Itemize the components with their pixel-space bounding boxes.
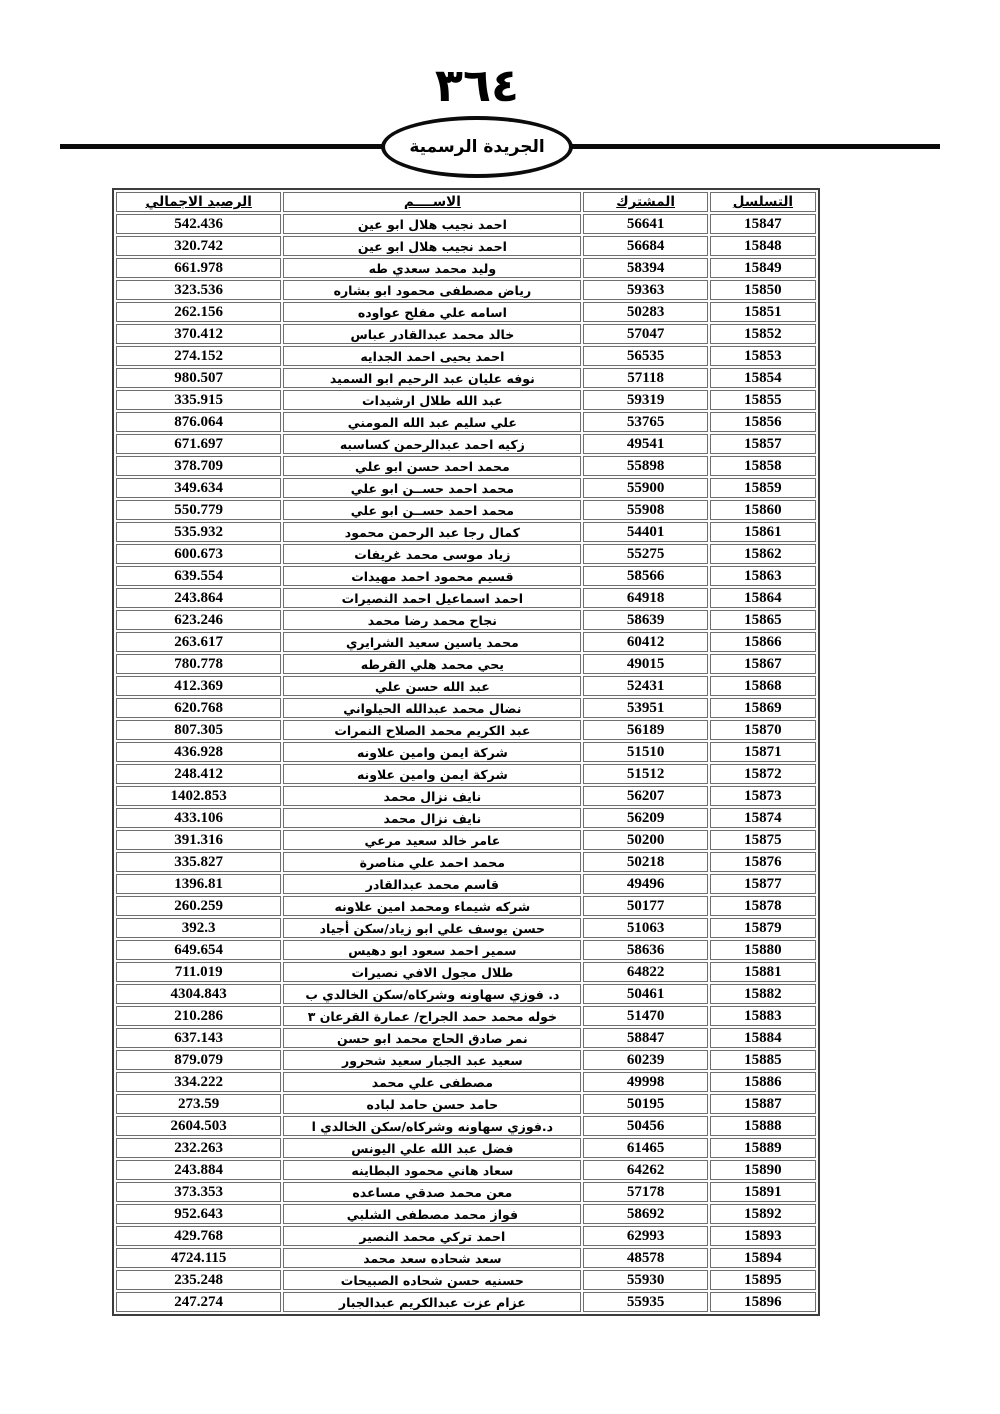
cell-name: خوله محمد حمد الجراح/ عمارة القرعان ٣ bbox=[283, 1006, 581, 1026]
table-row bbox=[116, 1160, 816, 1180]
cell-name: نضال محمد عبدالله الحيلواني bbox=[283, 698, 581, 718]
cell-name: طلال مجول الافي نصيرات bbox=[283, 962, 581, 982]
table-row bbox=[116, 874, 816, 894]
cell-balance: 248.412 bbox=[116, 764, 281, 784]
cell-serial: 15894 bbox=[710, 1248, 816, 1268]
cell-name: زياد موسى محمد غريفات bbox=[283, 544, 581, 564]
table-row bbox=[116, 390, 816, 410]
cell-balance: 335.827 bbox=[116, 852, 281, 872]
cell-serial: 15849 bbox=[710, 258, 816, 278]
cell-serial: 15853 bbox=[710, 346, 816, 366]
cell-serial: 15879 bbox=[710, 918, 816, 938]
cell-name: اسامه علي مفلح عواوده bbox=[283, 302, 581, 322]
cell-subscriber: 50195 bbox=[583, 1094, 708, 1114]
cell-serial: 15851 bbox=[710, 302, 816, 322]
cell-balance: 1402.853 bbox=[116, 786, 281, 806]
table-row bbox=[116, 1204, 816, 1224]
cell-name: شركة ايمن وامين علاونه bbox=[283, 764, 581, 784]
cell-subscriber: 57047 bbox=[583, 324, 708, 344]
cell-serial: 15891 bbox=[710, 1182, 816, 1202]
cell-subscriber: 50177 bbox=[583, 896, 708, 916]
cell-balance: 392.3 bbox=[116, 918, 281, 938]
cell-name: قاسم محمد عبدالقادر bbox=[283, 874, 581, 894]
table-row bbox=[116, 1138, 816, 1158]
cell-subscriber: 56189 bbox=[583, 720, 708, 740]
cell-serial: 15854 bbox=[710, 368, 816, 388]
table-row bbox=[116, 500, 816, 520]
cell-balance: 637.143 bbox=[116, 1028, 281, 1048]
cell-balance: 620.768 bbox=[116, 698, 281, 718]
cell-subscriber: 56535 bbox=[583, 346, 708, 366]
cell-serial: 15868 bbox=[710, 676, 816, 696]
cell-balance: 952.643 bbox=[116, 1204, 281, 1224]
cell-name: معن محمد صدقي مساعده bbox=[283, 1182, 581, 1202]
cell-balance: 980.507 bbox=[116, 368, 281, 388]
table-row bbox=[116, 214, 816, 234]
cell-balance: 542.436 bbox=[116, 214, 281, 234]
cell-subscriber: 58692 bbox=[583, 1204, 708, 1224]
table-row bbox=[116, 1226, 816, 1246]
cell-serial: 15864 bbox=[710, 588, 816, 608]
cell-balance: 210.286 bbox=[116, 1006, 281, 1026]
cell-name: عبد الكريم محمد الصلاح النمرات bbox=[283, 720, 581, 740]
cell-subscriber: 58394 bbox=[583, 258, 708, 278]
cell-balance: 335.915 bbox=[116, 390, 281, 410]
table-row bbox=[116, 1006, 816, 1026]
cell-subscriber: 51470 bbox=[583, 1006, 708, 1026]
cell-serial: 15861 bbox=[710, 522, 816, 542]
cell-subscriber: 60412 bbox=[583, 632, 708, 652]
cell-serial: 15889 bbox=[710, 1138, 816, 1158]
cell-serial: 15878 bbox=[710, 896, 816, 916]
cell-name: نمر صادق الحاج محمد ابو حسن bbox=[283, 1028, 581, 1048]
cell-balance: 639.554 bbox=[116, 566, 281, 586]
cell-name: زكيه احمد عبدالرحمن كساسبه bbox=[283, 434, 581, 454]
cell-name: عبد الله حسن علي bbox=[283, 676, 581, 696]
cell-serial: 15882 bbox=[710, 984, 816, 1004]
cell-subscriber: 55898 bbox=[583, 456, 708, 476]
table-row bbox=[116, 786, 816, 806]
cell-name: سمير احمد سعود ابو دهيس bbox=[283, 940, 581, 960]
table-row bbox=[116, 610, 816, 630]
cell-serial: 15870 bbox=[710, 720, 816, 740]
cell-subscriber: 61465 bbox=[583, 1138, 708, 1158]
cell-balance: 600.673 bbox=[116, 544, 281, 564]
table-row bbox=[116, 962, 816, 982]
cell-name: فواز محمد مصطفى الشلبي bbox=[283, 1204, 581, 1224]
cell-name: محمد ياسين سعيد الشرايري bbox=[283, 632, 581, 652]
cell-balance: 1396.81 bbox=[116, 874, 281, 894]
cell-serial: 15871 bbox=[710, 742, 816, 762]
cell-balance: 334.222 bbox=[116, 1072, 281, 1092]
table-header-row bbox=[116, 192, 816, 212]
cell-subscriber: 56209 bbox=[583, 808, 708, 828]
cell-serial: 15876 bbox=[710, 852, 816, 872]
cell-name: يحي محمد هلي القرطه bbox=[283, 654, 581, 674]
cell-balance: 879.079 bbox=[116, 1050, 281, 1070]
cell-name: سعد شحاده سعد محمد bbox=[283, 1248, 581, 1268]
table-row bbox=[116, 456, 816, 476]
cell-subscriber: 51510 bbox=[583, 742, 708, 762]
cell-name: محمد احمد حســن ابو علي bbox=[283, 500, 581, 520]
table-row bbox=[116, 676, 816, 696]
cell-name: رياض مصطفى محمود ابو بشاره bbox=[283, 280, 581, 300]
cell-name: محمد احمد حسن ابو علي bbox=[283, 456, 581, 476]
cell-balance: 274.152 bbox=[116, 346, 281, 366]
cell-serial: 15850 bbox=[710, 280, 816, 300]
cell-serial: 15863 bbox=[710, 566, 816, 586]
subscribers-table bbox=[112, 188, 820, 1316]
cell-balance: 535.932 bbox=[116, 522, 281, 542]
cell-subscriber: 48578 bbox=[583, 1248, 708, 1268]
table-row bbox=[116, 1248, 816, 1268]
cell-name: قسيم محمود احمد مهيدات bbox=[283, 566, 581, 586]
cell-name: نجاح محمد رضا محمد bbox=[283, 610, 581, 630]
cell-subscriber: 64918 bbox=[583, 588, 708, 608]
cell-balance: 349.634 bbox=[116, 478, 281, 498]
cell-subscriber: 62993 bbox=[583, 1226, 708, 1246]
cell-balance: 320.742 bbox=[116, 236, 281, 256]
cell-serial: 15884 bbox=[710, 1028, 816, 1048]
cell-name: عامر خالد سعيد مرعي bbox=[283, 830, 581, 850]
col-header-name: الاســــم bbox=[283, 192, 581, 212]
table-row bbox=[116, 544, 816, 564]
cell-balance: 436.928 bbox=[116, 742, 281, 762]
cell-subscriber: 55900 bbox=[583, 478, 708, 498]
cell-serial: 15847 bbox=[710, 214, 816, 234]
table-row bbox=[116, 434, 816, 454]
cell-balance: 273.59 bbox=[116, 1094, 281, 1114]
table-row bbox=[116, 478, 816, 498]
col-header-serial: التسلسل bbox=[710, 192, 816, 212]
col-header-subscriber: المشترك bbox=[583, 192, 708, 212]
cell-subscriber: 64262 bbox=[583, 1160, 708, 1180]
cell-subscriber: 49541 bbox=[583, 434, 708, 454]
cell-serial: 15881 bbox=[710, 962, 816, 982]
cell-name: نايف نزال محمد bbox=[283, 808, 581, 828]
cell-serial: 15858 bbox=[710, 456, 816, 476]
table-row bbox=[116, 1072, 816, 1092]
cell-subscriber: 49998 bbox=[583, 1072, 708, 1092]
cell-serial: 15895 bbox=[710, 1270, 816, 1290]
table-row bbox=[116, 808, 816, 828]
cell-serial: 15859 bbox=[710, 478, 816, 498]
cell-name: حسنيه حسن شحاده الصبيحات bbox=[283, 1270, 581, 1290]
cell-balance: 262.156 bbox=[116, 302, 281, 322]
cell-subscriber: 59363 bbox=[583, 280, 708, 300]
cell-subscriber: 53765 bbox=[583, 412, 708, 432]
table-row bbox=[116, 1182, 816, 1202]
table-row bbox=[116, 654, 816, 674]
cell-serial: 15874 bbox=[710, 808, 816, 828]
gazette-banner-title: الجريدة الرسمية bbox=[409, 137, 545, 157]
cell-name: علي سليم عبد الله المومني bbox=[283, 412, 581, 432]
cell-subscriber: 50283 bbox=[583, 302, 708, 322]
cell-balance: 391.316 bbox=[116, 830, 281, 850]
cell-subscriber: 60239 bbox=[583, 1050, 708, 1070]
cell-name: خالد محمد عبدالقادر عباس bbox=[283, 324, 581, 344]
cell-subscriber: 56207 bbox=[583, 786, 708, 806]
page-number: ٣٦٤ bbox=[434, 58, 520, 112]
cell-serial: 15880 bbox=[710, 940, 816, 960]
table-row bbox=[116, 1116, 816, 1136]
cell-balance: 433.106 bbox=[116, 808, 281, 828]
cell-balance: 4304.843 bbox=[116, 984, 281, 1004]
table-row bbox=[116, 1050, 816, 1070]
cell-subscriber: 49015 bbox=[583, 654, 708, 674]
cell-serial: 15866 bbox=[710, 632, 816, 652]
table-row bbox=[116, 632, 816, 652]
cell-name: حسن يوسف علي ابو زياد/سكن أجياد bbox=[283, 918, 581, 938]
table-row bbox=[116, 1094, 816, 1114]
cell-subscriber: 58847 bbox=[583, 1028, 708, 1048]
cell-balance: 235.248 bbox=[116, 1270, 281, 1290]
cell-name: محمد احمد حســن ابو علي bbox=[283, 478, 581, 498]
cell-name: احمد تركي محمد النصير bbox=[283, 1226, 581, 1246]
table-row bbox=[116, 742, 816, 762]
cell-subscriber: 56641 bbox=[583, 214, 708, 234]
table-row bbox=[116, 830, 816, 850]
cell-balance: 243.864 bbox=[116, 588, 281, 608]
cell-balance: 323.536 bbox=[116, 280, 281, 300]
cell-balance: 412.369 bbox=[116, 676, 281, 696]
cell-serial: 15893 bbox=[710, 1226, 816, 1246]
cell-serial: 15883 bbox=[710, 1006, 816, 1026]
gazette-banner-ellipse bbox=[381, 116, 573, 178]
cell-name: احمد نجيب هلال ابو عين bbox=[283, 214, 581, 234]
cell-serial: 15890 bbox=[710, 1160, 816, 1180]
cell-serial: 15877 bbox=[710, 874, 816, 894]
cell-balance: 649.654 bbox=[116, 940, 281, 960]
cell-serial: 15896 bbox=[710, 1292, 816, 1312]
cell-serial: 15867 bbox=[710, 654, 816, 674]
cell-subscriber: 55935 bbox=[583, 1292, 708, 1312]
cell-name: شركه شيماء ومحمد امين علاونه bbox=[283, 896, 581, 916]
table-row bbox=[116, 1270, 816, 1290]
cell-serial: 15873 bbox=[710, 786, 816, 806]
cell-subscriber: 51063 bbox=[583, 918, 708, 938]
cell-subscriber: 55275 bbox=[583, 544, 708, 564]
cell-subscriber: 57118 bbox=[583, 368, 708, 388]
table-row bbox=[116, 1292, 816, 1312]
cell-subscriber: 58636 bbox=[583, 940, 708, 960]
cell-balance: 263.617 bbox=[116, 632, 281, 652]
table-row bbox=[116, 566, 816, 586]
cell-balance: 780.778 bbox=[116, 654, 281, 674]
cell-name: عبد الله طلال ارشيدات bbox=[283, 390, 581, 410]
cell-subscriber: 53951 bbox=[583, 698, 708, 718]
cell-balance: 711.019 bbox=[116, 962, 281, 982]
table-row bbox=[116, 896, 816, 916]
cell-subscriber: 50456 bbox=[583, 1116, 708, 1136]
table-row bbox=[116, 918, 816, 938]
cell-name: احمد يحيى احمد الجدايه bbox=[283, 346, 581, 366]
cell-name: شركة ايمن وامين علاونه bbox=[283, 742, 581, 762]
col-header-balance: الرصيد الاجمالي bbox=[116, 192, 281, 212]
cell-subscriber: 51512 bbox=[583, 764, 708, 784]
cell-balance: 370.412 bbox=[116, 324, 281, 344]
cell-subscriber: 50218 bbox=[583, 852, 708, 872]
cell-subscriber: 59319 bbox=[583, 390, 708, 410]
cell-serial: 15852 bbox=[710, 324, 816, 344]
cell-subscriber: 52431 bbox=[583, 676, 708, 696]
cell-name: د.فوزي سهاونه وشركاه/سكن الخالدي ا bbox=[283, 1116, 581, 1136]
cell-name: سعيد عبد الجبار سعيد شحرور bbox=[283, 1050, 581, 1070]
table-row bbox=[116, 984, 816, 1004]
cell-serial: 15856 bbox=[710, 412, 816, 432]
cell-name: نايف نزال محمد bbox=[283, 786, 581, 806]
table-row bbox=[116, 324, 816, 344]
table-row bbox=[116, 522, 816, 542]
table-row bbox=[116, 368, 816, 388]
cell-serial: 15887 bbox=[710, 1094, 816, 1114]
cell-serial: 15875 bbox=[710, 830, 816, 850]
cell-serial: 15860 bbox=[710, 500, 816, 520]
cell-serial: 15862 bbox=[710, 544, 816, 564]
cell-name: احمد اسماعيل احمد النصيرات bbox=[283, 588, 581, 608]
cell-balance: 378.709 bbox=[116, 456, 281, 476]
cell-balance: 550.779 bbox=[116, 500, 281, 520]
cell-name: احمد نجيب هلال ابو عين bbox=[283, 236, 581, 256]
table-row bbox=[116, 412, 816, 432]
cell-balance: 807.305 bbox=[116, 720, 281, 740]
cell-balance: 232.263 bbox=[116, 1138, 281, 1158]
cell-serial: 15892 bbox=[710, 1204, 816, 1224]
table-row bbox=[116, 698, 816, 718]
cell-balance: 429.768 bbox=[116, 1226, 281, 1246]
cell-subscriber: 64822 bbox=[583, 962, 708, 982]
cell-balance: 260.259 bbox=[116, 896, 281, 916]
cell-subscriber: 50200 bbox=[583, 830, 708, 850]
cell-subscriber: 55908 bbox=[583, 500, 708, 520]
cell-subscriber: 49496 bbox=[583, 874, 708, 894]
cell-balance: 2604.503 bbox=[116, 1116, 281, 1136]
table-row bbox=[116, 280, 816, 300]
cell-balance: 876.064 bbox=[116, 412, 281, 432]
cell-name: محمد احمد علي مناصرة bbox=[283, 852, 581, 872]
cell-subscriber: 50461 bbox=[583, 984, 708, 1004]
cell-serial: 15872 bbox=[710, 764, 816, 784]
cell-balance: 4724.115 bbox=[116, 1248, 281, 1268]
cell-serial: 15885 bbox=[710, 1050, 816, 1070]
cell-name: وليد محمد سعدي طه bbox=[283, 258, 581, 278]
cell-subscriber: 56684 bbox=[583, 236, 708, 256]
cell-name: سعاد هاني محمود البطاينه bbox=[283, 1160, 581, 1180]
cell-balance: 671.697 bbox=[116, 434, 281, 454]
cell-balance: 243.884 bbox=[116, 1160, 281, 1180]
cell-subscriber: 58639 bbox=[583, 610, 708, 630]
cell-name: عزام عزت عبدالكريم عبدالجبار bbox=[283, 1292, 581, 1312]
table-row bbox=[116, 852, 816, 872]
table-row bbox=[116, 588, 816, 608]
cell-subscriber: 58566 bbox=[583, 566, 708, 586]
table-row bbox=[116, 236, 816, 256]
cell-name: نوفه عليان عبد الرحيم ابو السميد bbox=[283, 368, 581, 388]
table-row bbox=[116, 258, 816, 278]
cell-name: كمال رجا عبد الرحمن محمود bbox=[283, 522, 581, 542]
cell-serial: 15848 bbox=[710, 236, 816, 256]
cell-serial: 15886 bbox=[710, 1072, 816, 1092]
table-row bbox=[116, 302, 816, 322]
cell-name: د. فوزي سهاونه وشركاه/سكن الخالدي ب bbox=[283, 984, 581, 1004]
table-row bbox=[116, 1028, 816, 1048]
cell-subscriber: 54401 bbox=[583, 522, 708, 542]
table-row bbox=[116, 764, 816, 784]
cell-balance: 623.246 bbox=[116, 610, 281, 630]
cell-serial: 15865 bbox=[710, 610, 816, 630]
cell-serial: 15855 bbox=[710, 390, 816, 410]
cell-balance: 661.978 bbox=[116, 258, 281, 278]
cell-name: حامد حسن حامد لباده bbox=[283, 1094, 581, 1114]
cell-subscriber: 57178 bbox=[583, 1182, 708, 1202]
cell-serial: 15888 bbox=[710, 1116, 816, 1136]
cell-name: مصطفى علي محمد bbox=[283, 1072, 581, 1092]
table-row bbox=[116, 940, 816, 960]
cell-subscriber: 55930 bbox=[583, 1270, 708, 1290]
table-row bbox=[116, 720, 816, 740]
cell-serial: 15869 bbox=[710, 698, 816, 718]
cell-name: فضل عبد الله علي اليونس bbox=[283, 1138, 581, 1158]
cell-balance: 373.353 bbox=[116, 1182, 281, 1202]
table-row bbox=[116, 346, 816, 366]
cell-balance: 247.274 bbox=[116, 1292, 281, 1312]
cell-serial: 15857 bbox=[710, 434, 816, 454]
